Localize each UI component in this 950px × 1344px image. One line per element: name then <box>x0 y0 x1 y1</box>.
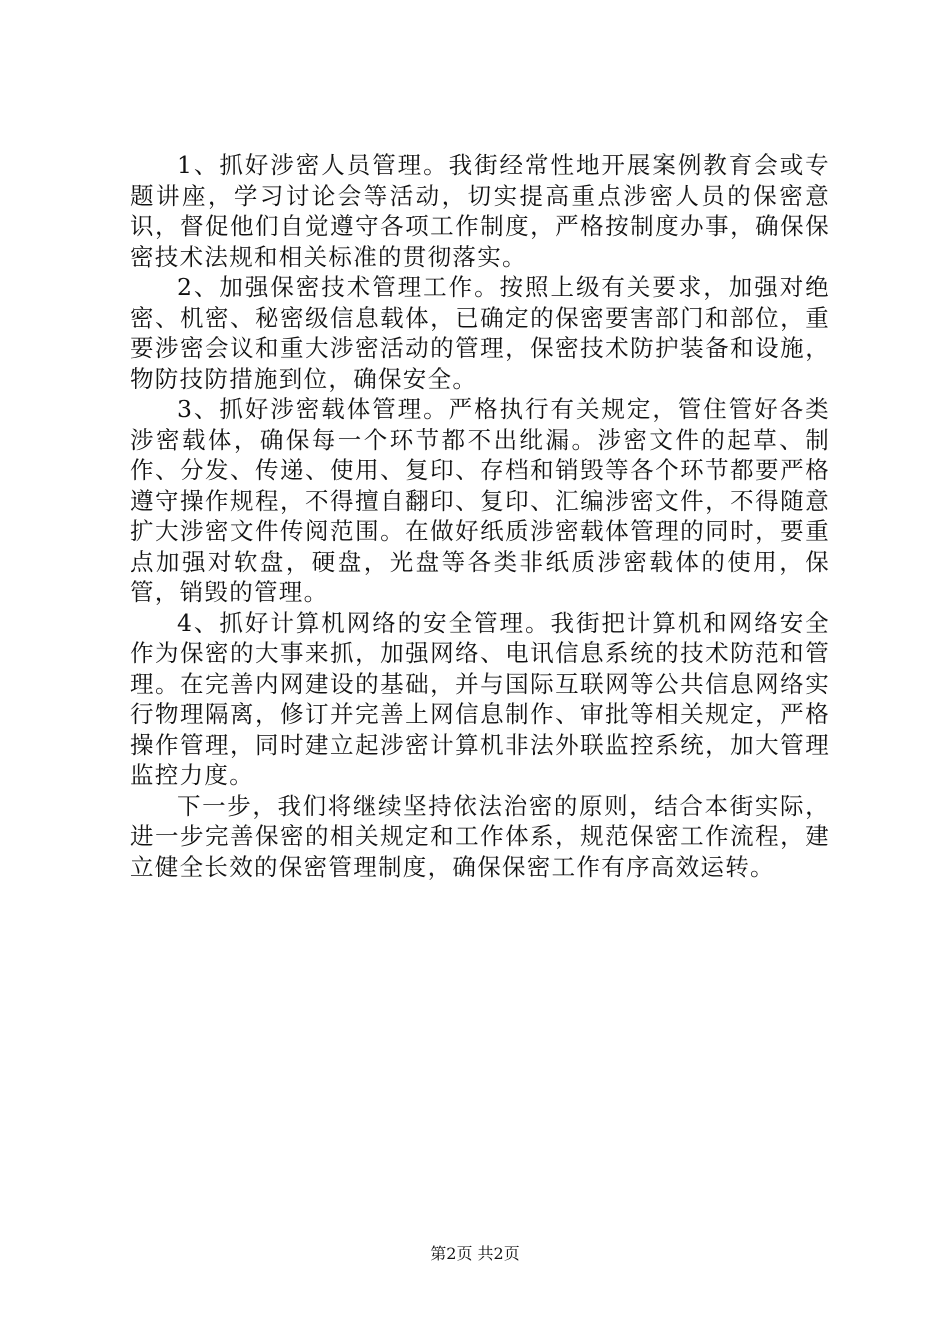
paragraph-technical-management: 2、加强保密技术管理工作。按照上级有关要求，加强对绝密、机密、秘密级信息载体，已确定的保密要害部门和部位，重要涉密会议和重大涉密活动的管理，保密技术防护装备和设施，物防技防措施到位，确保安全。 <box>130 273 830 393</box>
paragraph-next-steps: 下一步，我们将继续坚持依法治密的原则，结合本街实际，进一步完善保密的相关规定和工作体系，规范保密工作流程，建立健全长效的保密管理制度，确保保密工作有序高效运转。 <box>130 791 830 881</box>
paragraph-personnel-management: 1、抓好涉密人员管理。我街经常性地开展案例教育会或专题讲座，学习讨论会等活动，切实提高重点涉密人员的保密意识，督促他们自觉遵守各项工作制度，严格按制度办事，确保保密技术法规和相关标准的贯彻落实。 <box>130 151 830 271</box>
page-number: 第2页 共2页 <box>430 1244 520 1263</box>
page-footer <box>0 1244 950 1264</box>
paragraph-carrier-management: 3、抓好涉密载体管理。严格执行有关规定，管住管好各类涉密载体，确保每一个环节都不出纰漏。涉密文件的起草、制作、分发、传递、使用、复印、存档和销毁等各个环节都要严格遵守操作规程，不得擅自翻印、复印、汇编涉密文件，不得随意扩大涉密文件传阅范围。在做好纸质涉密载体管理的同时，要重点加强对软盘，硬盘，光盘等各类非纸质涉密载体的使用，保管，销毁的管理。 <box>130 395 830 606</box>
paragraph-network-security: 4、抓好计算机网络的安全管理。我街把计算机和网络安全作为保密的大事来抓，加强网络、电讯信息系统的技术防范和管理。在完善内网建设的基础，并与国际互联网等公共信息网络实行物理隔离，修订并完善上网信息制作、审批等相关规定，严格操作管理，同时建立起涉密计算机非法外联监控系统，加大管理监控力度。 <box>130 608 830 789</box>
document-body <box>130 150 830 882</box>
